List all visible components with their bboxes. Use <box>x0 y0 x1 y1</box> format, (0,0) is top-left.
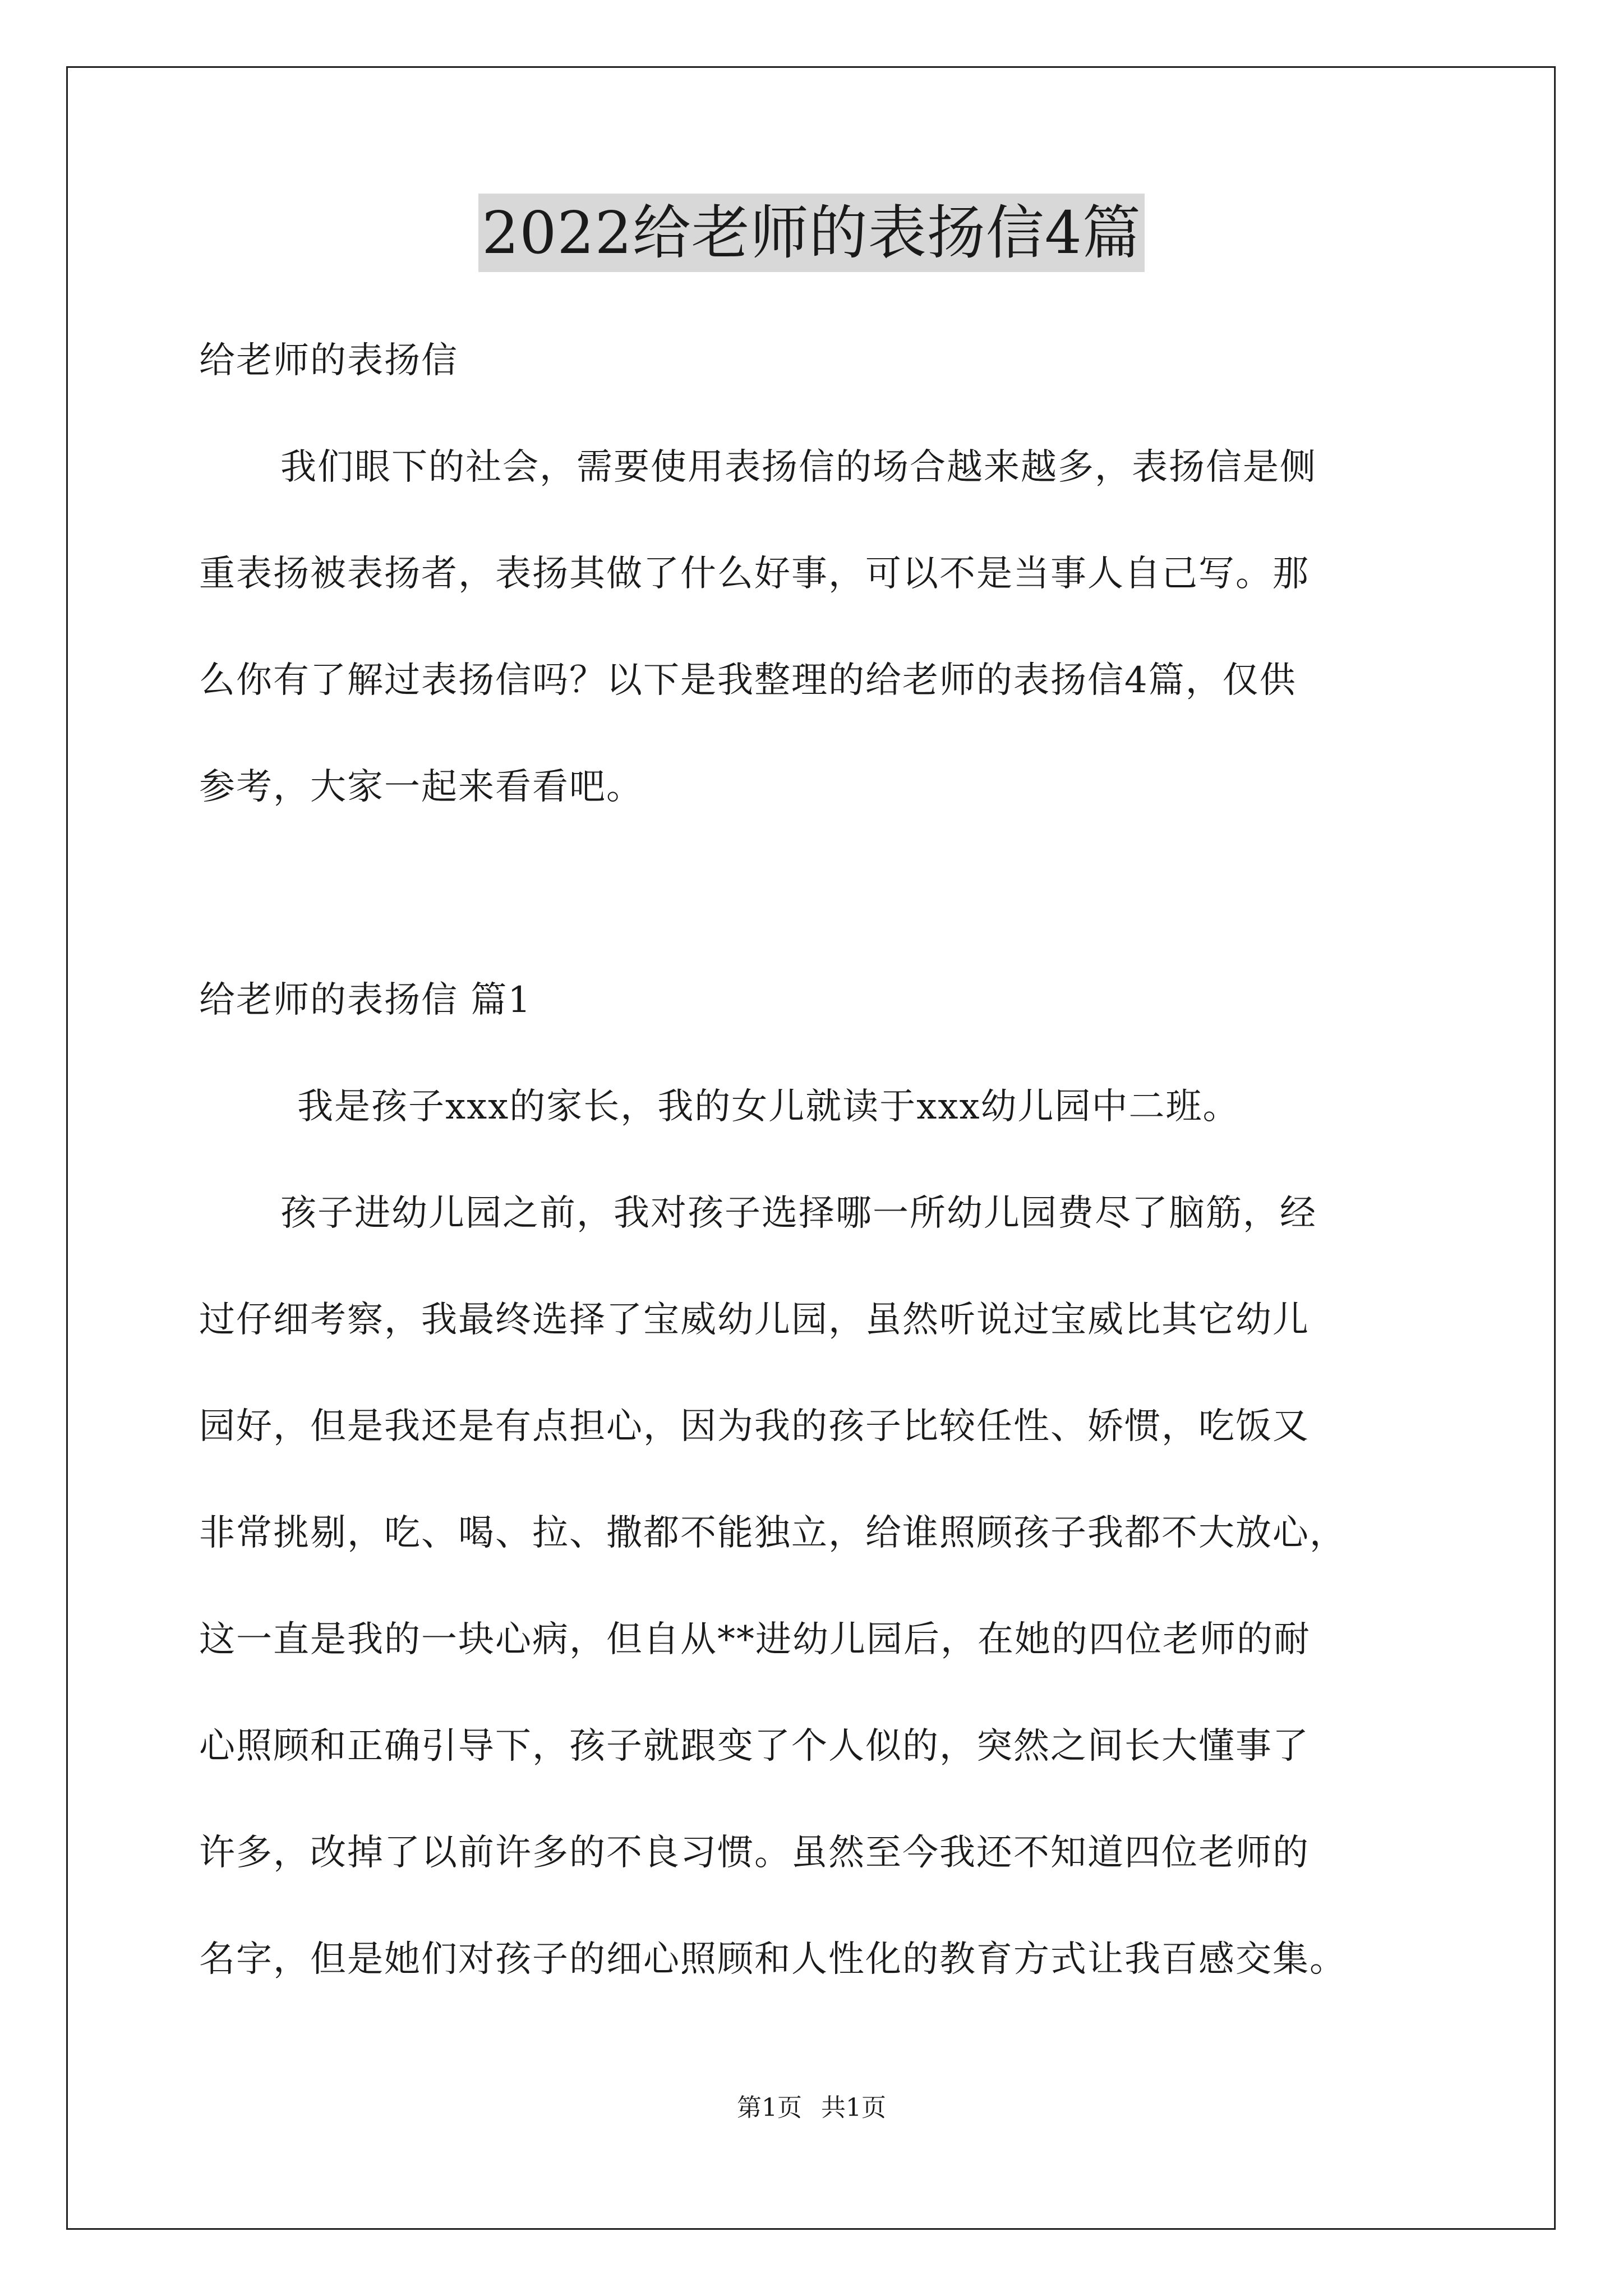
page-number-total: 共1页 <box>821 2093 886 2122</box>
document-title: 2022给老师的表扬信4篇 <box>478 194 1145 272</box>
section-line: 心照顾和正确引导下，孩子就跟变了个人似的，突然之间长大懂事了 <box>199 1726 1310 1767</box>
intro-paragraph <box>199 414 1433 840</box>
section-line: 名字，但是她们对孩子的细心照顾和人性化的教育方式让我百感交集。 <box>199 1939 1347 1980</box>
page-number-current: 第1页 <box>737 2093 802 2122</box>
section-line: 园好，但是我还是有点担心，因为我的孩子比较任性、娇惯，吃饭又 <box>199 1406 1310 1447</box>
section-line: 孩子进幼儿园之前，我对孩子选择哪一所幼儿园费尽了脑筋，经 <box>280 1193 1317 1234</box>
intro-heading: 给老师的表扬信 <box>199 340 458 381</box>
section-heading: 给老师的表扬信 篇1 <box>199 979 532 1021</box>
section-line: 许多，改掉了以前许多的不良习惯。虽然至今我还不知道四位老师的 <box>199 1832 1310 1874</box>
section-first-line: 我是孩子xxx的家长，我的女儿就读于xxx幼儿园中二班。 <box>297 1086 1240 1128</box>
document-body <box>199 307 1433 2013</box>
intro-line: 我们眼下的社会，需要使用表扬信的场合越来越多，表扬信是侧 <box>280 447 1317 488</box>
title-container <box>0 194 1623 272</box>
intro-line: 参考，大家一起来看看吧。 <box>199 766 643 808</box>
section-line: 这一直是我的一块心病，但自从**进幼儿园后，在她的四位老师的耐 <box>199 1619 1311 1660</box>
intro-line: 么你有了解过表扬信吗？以下是我整理的给老师的表扬信4篇，仅供 <box>199 660 1297 701</box>
page-footer <box>0 2091 1623 2125</box>
section-line: 非常挑剔，吃、喝、拉、撒都不能独立，给谁照顾孩子我都不大放心， <box>199 1512 1347 1554</box>
intro-line: 重表扬被表扬者，表扬其做了什么好事，可以不是当事人自己写。那 <box>199 553 1310 595</box>
section-paragraph <box>199 1160 1433 2013</box>
section-line: 过仔细考察，我最终选择了宝威幼儿园，虽然听说过宝威比其它幼儿 <box>199 1299 1310 1341</box>
